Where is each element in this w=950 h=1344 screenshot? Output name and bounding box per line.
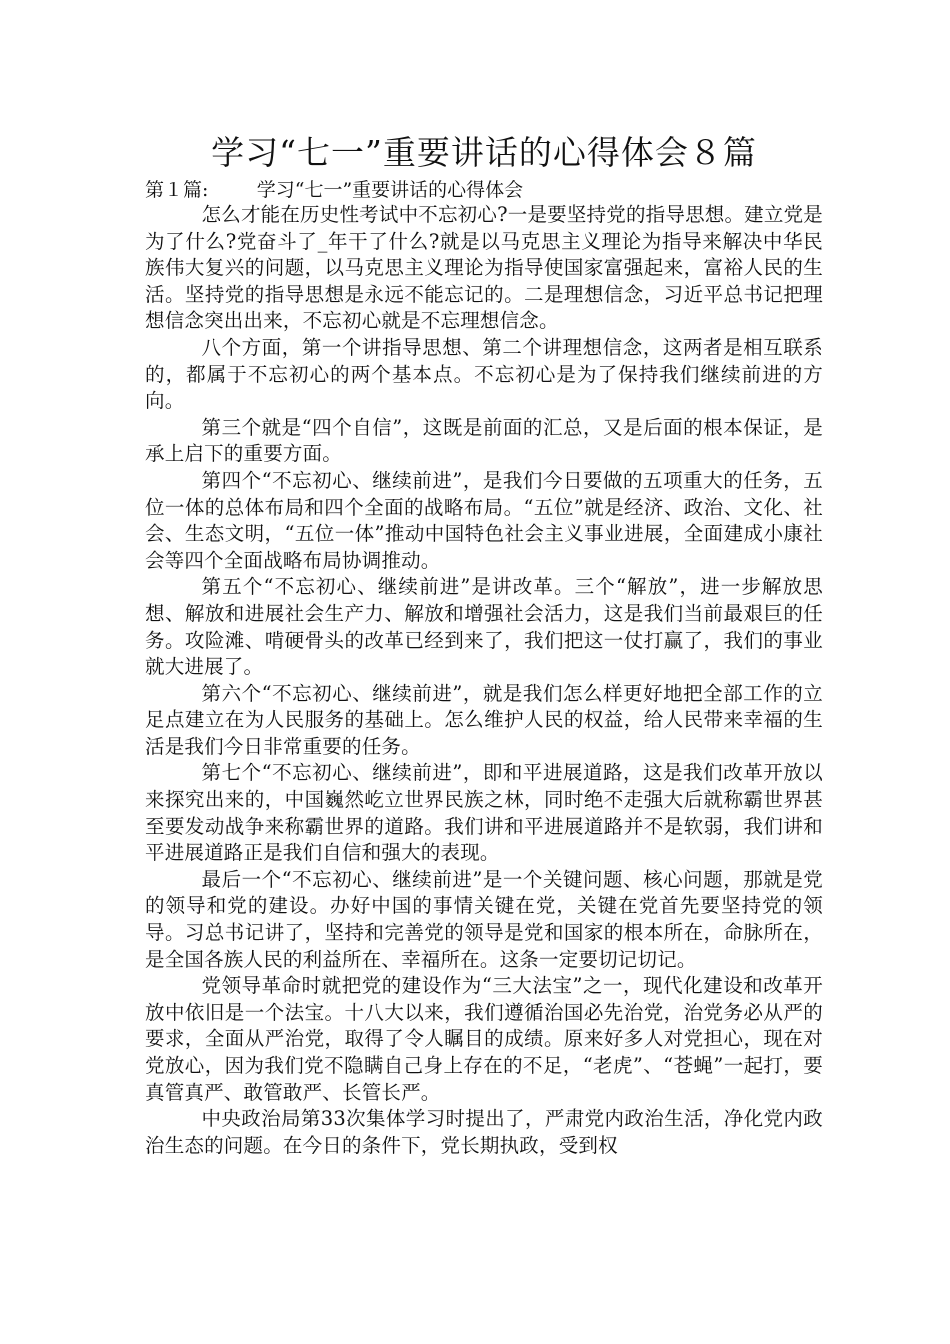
paragraph-7: 第七个“不忘初心、继续前进”，即和平进展道路，这是我们改革开放以来探究出来的，中国巍然屹立世界民族之林，同时绝不走强大后就称霸世界甚至要发动战争来称霸世界的道路。我们讲和平进展道路并不是软弱，我们讲和平进展道路正是我们自信和强大的表现。 [145, 761, 823, 865]
paragraph-2: 八个方面，第一个讲指导思想、第二个讲理想信念，这两者是相互联系的，都属于不忘初心的两个基本点。不忘初心是为了保持我们继续前进的方向。 [145, 335, 823, 413]
section-label: 第１篇: [145, 179, 209, 201]
paragraph-4: 第四个“不忘初心、继续前进”，是我们今日要做的五项重大的任务，五位一体的总体布局和四个全面的战略布局。“五位”就是经济、政治、文化、社会、生态文明，“五位一体”推动中国特色社会主义事业进展，全面建成小康社会等四个全面战略布局协调推动。 [145, 468, 823, 572]
section-heading [145, 178, 823, 202]
paragraph-8: 最后一个“不忘初心、继续前进”是一个关键问题、核心问题，那就是党的领导和党的建设。办好中国的事情关键在党，关键在党首先要坚持党的领导。习总书记讲了，坚持和完善党的领导是党和国家的根本所在，命脉所在，是全国各族人民的利益所在、幸福所在。这条一定要切记切记。 [145, 867, 823, 971]
paragraph-9: 党领导革命时就把党的建设作为“三大法宝”之一，现代化建设和改革开放中依旧是一个法宝。十八大以来，我们遵循治国必先治党，治党务必从严的要求，全面从严治党，取得了令人瞩目的成绩。原来好多人对党担心，现在对党放心，因为我们党不隐瞒自己身上存在的不足，“老虎”、“苍蝇”一起打，要真管真严、敢管敢严、长管长严。 [145, 974, 823, 1104]
document-title: 学习“七一”重要讲话的心得体会８篇 [211, 133, 757, 172]
paragraph-3: 第三个就是“四个自信”，这既是前面的汇总，又是后面的根本保证，是承上启下的重要方面。 [145, 415, 823, 466]
paragraph-10: 中央政治局第33次集体学习时提出了，严肃党内政治生活，净化党内政治生态的问题。在今日的条件下，党长期执政，受到权 [145, 1107, 823, 1157]
paragraph-6: 第六个“不忘初心、继续前进”，就是我们怎么样更好地把全部工作的立足点建立在为人民服务的基础上。怎么维护人民的权益，给人民带来幸福的生活是我们今日非常重要的任务。 [145, 681, 823, 758]
section-title: 学习“七一”重要讲话的心得体会 [256, 179, 524, 201]
document-page [145, 128, 823, 1159]
paragraph-1: 怎么才能在历史性考试中不忘初心?一是要坚持党的指导思想。建立党是为了什么?党奋斗了_年干了什么?就是以马克思主义理论为指导来解决中华民族伟大复兴的问题，以马克思主义理论为指导使国家富强起来，富裕人民的生活。坚持党的指导思想是永远不能忘记的。二是理想信念，习近平总书记把理想信念突出出来，不忘初心就是不忘理想信念。 [145, 203, 823, 333]
paragraph-5: 第五个“不忘初心、继续前进”是讲改革。三个“解放”，进一步解放思想、解放和进展社会生产力、解放和增强社会活力，这是我们当前最艰巨的任务。攻险滩、啃硬骨头的改革已经到来了，我们把这一仗打赢了，我们的事业就大进展了。 [145, 575, 823, 679]
